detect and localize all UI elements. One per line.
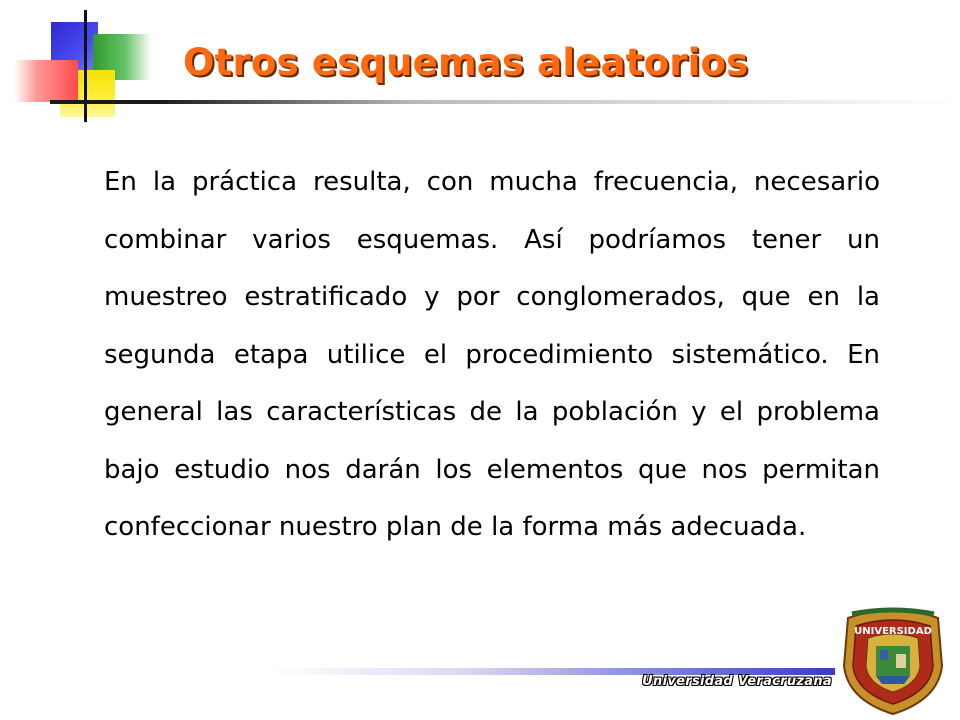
title-underline [50,100,960,104]
vertical-line [84,10,87,122]
slide-body-text: En la práctica resulta, con mucha frecuencia, necesario combinar varios esquemas. Así podríamos tener un muestreo estratificado y por conglomerados, que en la segunda etapa utilice el procedimiento sistemático. En general las características de la población y el problema bajo estudio nos darán los elementos que nos permitan confeccionar nuestro plan de la forma más adecuada. [104,167,880,542]
university-emblem [838,604,948,716]
decorative-squares [0,0,160,130]
emblem-top-text: UNIVERSIDAD [854,626,932,637]
slide-title: Otros esquemas aleatorios [183,41,749,84]
footer-institution: Universidad Veracruzana [642,674,832,689]
red-square [14,60,78,102]
